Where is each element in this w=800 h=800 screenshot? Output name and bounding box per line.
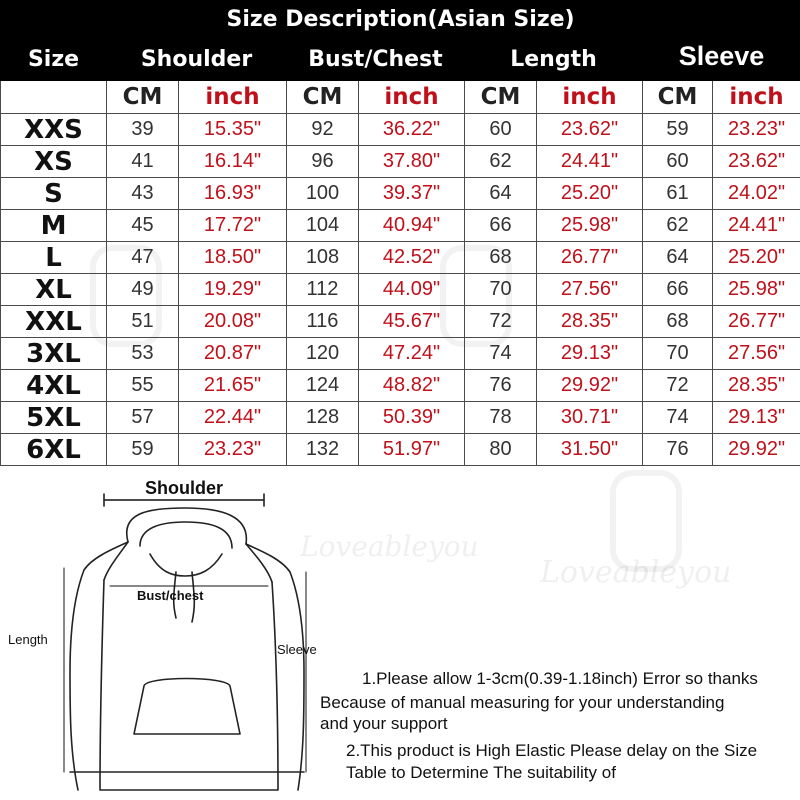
cell-length-in: 26.77" xyxy=(537,242,643,274)
cell-bust-cm: 120 xyxy=(287,338,359,370)
note-2-line-2: Table to Determine The suitability of xyxy=(346,763,616,782)
note-1-line-2: Because of manual measuring for your understanding xyxy=(320,693,725,712)
cell-length-in: 30.71" xyxy=(537,402,643,434)
cell-length-cm: 72 xyxy=(465,306,537,338)
cell-shoulder-cm: 51 xyxy=(107,306,179,338)
cell-shoulder-cm: 49 xyxy=(107,274,179,306)
cell-size: XXS xyxy=(1,114,107,146)
cell-bust-in: 39.37" xyxy=(359,178,465,210)
cell-length-in: 24.41" xyxy=(537,146,643,178)
cell-size: XS xyxy=(1,146,107,178)
diagram-shoulder-label: Shoulder xyxy=(145,478,224,498)
watermark-text: Loveableyou xyxy=(300,530,479,563)
cell-shoulder-cm: 59 xyxy=(107,434,179,466)
cell-sleeve-cm: 76 xyxy=(643,434,713,466)
cell-sleeve-in: 27.56" xyxy=(713,338,800,370)
cell-bust-cm: 128 xyxy=(287,402,359,434)
header-bust-chest: Bust/Chest xyxy=(287,39,465,81)
cell-sleeve-cm: 60 xyxy=(643,146,713,178)
cell-size: L xyxy=(1,242,107,274)
unit-cm: CM xyxy=(643,81,713,114)
cell-bust-in: 40.94" xyxy=(359,210,465,242)
cell-shoulder-in: 16.93" xyxy=(179,178,287,210)
cell-shoulder-in: 16.14" xyxy=(179,146,287,178)
cell-shoulder-cm: 55 xyxy=(107,370,179,402)
cell-shoulder-cm: 57 xyxy=(107,402,179,434)
cell-size: 4XL xyxy=(1,370,107,402)
watermark-logo xyxy=(610,470,682,572)
diagram-bust-label: Bust/chest xyxy=(137,588,204,603)
cell-shoulder-cm: 43 xyxy=(107,178,179,210)
table-row xyxy=(1,114,800,146)
table-title: Size Description(Asian Size) xyxy=(1,1,800,39)
cell-bust-in: 50.39" xyxy=(359,402,465,434)
cell-bust-in: 36.22" xyxy=(359,114,465,146)
hoodie-diagram xyxy=(0,472,330,800)
cell-bust-cm: 116 xyxy=(287,306,359,338)
cell-shoulder-in: 20.08" xyxy=(179,306,287,338)
cell-bust-in: 45.67" xyxy=(359,306,465,338)
cell-length-in: 27.56" xyxy=(537,274,643,306)
note-1-line-1: 1.Please allow 1-3cm(0.39-1.18inch) Error so thanks xyxy=(362,669,758,688)
unit-blank xyxy=(1,81,107,114)
table-row xyxy=(1,338,800,370)
unit-cm: CM xyxy=(465,81,537,114)
cell-shoulder-in: 19.29" xyxy=(179,274,287,306)
table-row xyxy=(1,434,800,466)
cell-bust-cm: 108 xyxy=(287,242,359,274)
cell-sleeve-in: 29.13" xyxy=(713,402,800,434)
cell-bust-cm: 92 xyxy=(287,114,359,146)
cell-length-cm: 64 xyxy=(465,178,537,210)
cell-size: M xyxy=(1,210,107,242)
cell-length-cm: 78 xyxy=(465,402,537,434)
cell-length-in: 29.92" xyxy=(537,370,643,402)
cell-shoulder-cm: 47 xyxy=(107,242,179,274)
cell-sleeve-in: 25.98" xyxy=(713,274,800,306)
cell-shoulder-in: 22.44" xyxy=(179,402,287,434)
cell-length-cm: 74 xyxy=(465,338,537,370)
cell-sleeve-in: 23.23" xyxy=(713,114,800,146)
cell-shoulder-cm: 53 xyxy=(107,338,179,370)
cell-sleeve-cm: 61 xyxy=(643,178,713,210)
cell-size: 3XL xyxy=(1,338,107,370)
header-length: Length xyxy=(465,39,643,81)
cell-length-cm: 76 xyxy=(465,370,537,402)
diagram-length-label: Length xyxy=(8,632,48,647)
cell-shoulder-cm: 45 xyxy=(107,210,179,242)
watermark-text: Loveableyou xyxy=(540,555,732,590)
table-row xyxy=(1,274,800,306)
cell-shoulder-in: 21.65" xyxy=(179,370,287,402)
cell-shoulder-cm: 39 xyxy=(107,114,179,146)
table-row xyxy=(1,306,800,338)
cell-length-cm: 68 xyxy=(465,242,537,274)
cell-length-in: 31.50" xyxy=(537,434,643,466)
unit-inch: inch xyxy=(359,81,465,114)
cell-bust-cm: 104 xyxy=(287,210,359,242)
cell-length-cm: 66 xyxy=(465,210,537,242)
cell-length-cm: 80 xyxy=(465,434,537,466)
cell-sleeve-cm: 66 xyxy=(643,274,713,306)
cell-sleeve-cm: 68 xyxy=(643,306,713,338)
cell-bust-cm: 112 xyxy=(287,274,359,306)
header-size: Size xyxy=(1,39,107,81)
cell-sleeve-in: 26.77" xyxy=(713,306,800,338)
cell-shoulder-in: 15.35" xyxy=(179,114,287,146)
cell-length-in: 29.13" xyxy=(537,338,643,370)
cell-bust-cm: 132 xyxy=(287,434,359,466)
note-2-line-1: 2.This product is High Elastic Please delay on the Size xyxy=(346,741,758,760)
cell-sleeve-in: 29.92" xyxy=(713,434,800,466)
table-row xyxy=(1,242,800,274)
cell-length-cm: 60 xyxy=(465,114,537,146)
cell-sleeve-in: 24.41" xyxy=(713,210,800,242)
cell-length-in: 25.98" xyxy=(537,210,643,242)
unit-inch: inch xyxy=(179,81,287,114)
cell-bust-in: 42.52" xyxy=(359,242,465,274)
cell-shoulder-in: 17.72" xyxy=(179,210,287,242)
cell-sleeve-cm: 72 xyxy=(643,370,713,402)
cell-shoulder-in: 23.23" xyxy=(179,434,287,466)
cell-length-in: 23.62" xyxy=(537,114,643,146)
note-1-line-3: and your support xyxy=(320,714,448,733)
cell-sleeve-in: 28.35" xyxy=(713,370,800,402)
table-row xyxy=(1,178,800,210)
cell-length-in: 25.20" xyxy=(537,178,643,210)
cell-sleeve-in: 25.20" xyxy=(713,242,800,274)
cell-sleeve-cm: 74 xyxy=(643,402,713,434)
cell-size: 5XL xyxy=(1,402,107,434)
unit-inch: inch xyxy=(713,81,800,114)
cell-sleeve-cm: 59 xyxy=(643,114,713,146)
header-shoulder: Shoulder xyxy=(107,39,287,81)
cell-length-cm: 62 xyxy=(465,146,537,178)
cell-sleeve-cm: 70 xyxy=(643,338,713,370)
table-row xyxy=(1,146,800,178)
cell-sleeve-cm: 62 xyxy=(643,210,713,242)
cell-bust-cm: 96 xyxy=(287,146,359,178)
cell-sleeve-cm: 64 xyxy=(643,242,713,274)
cell-bust-in: 37.80" xyxy=(359,146,465,178)
cell-bust-in: 48.82" xyxy=(359,370,465,402)
cell-sleeve-in: 24.02" xyxy=(713,178,800,210)
cell-size: 6XL xyxy=(1,434,107,466)
cell-length-cm: 70 xyxy=(465,274,537,306)
cell-sleeve-in: 23.62" xyxy=(713,146,800,178)
table-row xyxy=(1,402,800,434)
cell-bust-in: 51.97" xyxy=(359,434,465,466)
cell-size: XXL xyxy=(1,306,107,338)
cell-shoulder-cm: 41 xyxy=(107,146,179,178)
unit-inch: inch xyxy=(537,81,643,114)
cell-bust-cm: 124 xyxy=(287,370,359,402)
table-row xyxy=(1,370,800,402)
header-sleeve: Sleeve xyxy=(643,39,800,81)
table-row xyxy=(1,210,800,242)
cell-bust-in: 44.09" xyxy=(359,274,465,306)
cell-bust-cm: 100 xyxy=(287,178,359,210)
diagram-sleeve-label: Sleeve xyxy=(277,642,317,657)
cell-size: XL xyxy=(1,274,107,306)
cell-shoulder-in: 18.50" xyxy=(179,242,287,274)
unit-cm: CM xyxy=(287,81,359,114)
cell-bust-in: 47.24" xyxy=(359,338,465,370)
unit-cm: CM xyxy=(107,81,179,114)
cell-length-in: 28.35" xyxy=(537,306,643,338)
cell-size: S xyxy=(1,178,107,210)
cell-shoulder-in: 20.87" xyxy=(179,338,287,370)
